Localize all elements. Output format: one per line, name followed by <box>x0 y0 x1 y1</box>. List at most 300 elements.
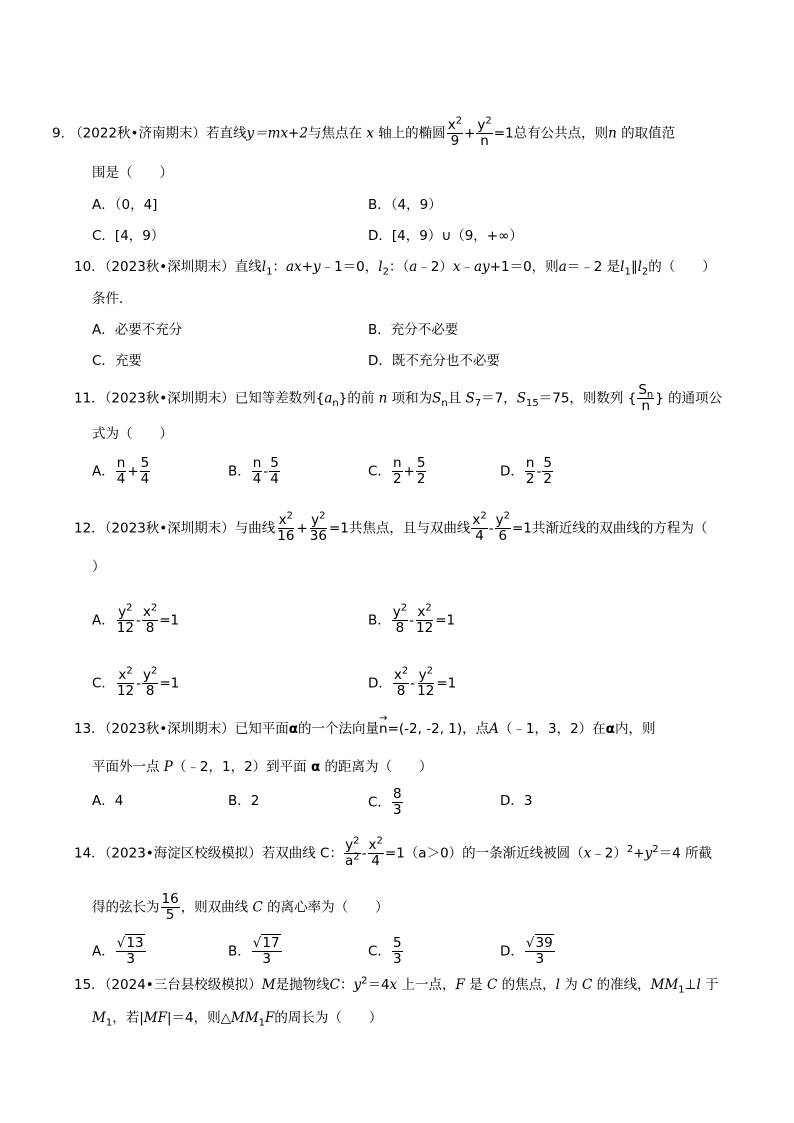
q14-option-a[interactable] <box>92 936 147 967</box>
math: 7 <box>474 398 482 410</box>
text: 与曲线 <box>234 520 276 537</box>
math: 2 <box>626 844 634 855</box>
text: ﹣2） <box>591 845 627 862</box>
text: 与焦点在 <box>307 125 362 142</box>
math: F <box>265 1010 275 1026</box>
math: l <box>378 259 383 275</box>
math: l <box>555 977 560 993</box>
question-number: 10． <box>74 259 105 275</box>
q13-line1 <box>74 713 656 738</box>
math: 4 <box>270 471 279 487</box>
math: 2 <box>426 665 433 677</box>
q10-option-d[interactable]: D．既不充分也不必要 <box>368 353 500 369</box>
text: ，若| <box>112 1010 144 1026</box>
math: S <box>432 390 442 407</box>
q12-line1 <box>74 510 708 544</box>
math: MM <box>231 1010 259 1026</box>
math: =1 <box>435 612 456 629</box>
q15-line2 <box>92 1009 382 1027</box>
math: + <box>296 520 308 537</box>
q10-option-b[interactable]: B．充分不必要 <box>368 322 459 338</box>
math: + <box>127 463 139 480</box>
q14-option-d[interactable] <box>500 936 556 967</box>
option-label: A． <box>92 943 115 960</box>
q12-option-c[interactable] <box>92 665 180 699</box>
math: x <box>583 845 592 862</box>
math: 2 <box>503 510 510 522</box>
math: 12 <box>416 620 434 636</box>
math: x <box>368 837 377 853</box>
arrow-icon: → <box>379 713 388 724</box>
q9-option-c[interactable]: C．[4，9） <box>92 228 165 244</box>
math: y <box>353 977 362 993</box>
text: =(-2, -2, 1)，点 <box>387 721 490 737</box>
math: 8 <box>392 786 402 802</box>
math: S <box>638 382 647 398</box>
math: - <box>263 463 269 480</box>
text: 内，则 <box>614 721 656 737</box>
q10-line2: 条件． <box>92 291 133 307</box>
math: 1 <box>258 1017 266 1029</box>
math: - <box>536 463 542 480</box>
fraction <box>392 602 408 636</box>
question-source: （2023秋•深圳期末） <box>104 520 235 537</box>
text: +1＝0，则 <box>489 259 559 275</box>
text: ＝4 <box>367 977 390 993</box>
fraction <box>161 892 180 923</box>
fraction <box>252 936 282 967</box>
option-label: C． <box>92 675 115 692</box>
fraction <box>447 115 463 149</box>
math: α <box>310 759 321 775</box>
math: x <box>278 512 287 528</box>
fraction <box>140 456 151 487</box>
text: 的准线， <box>596 977 651 993</box>
math: 16 <box>277 528 295 544</box>
math: 2 <box>151 665 158 677</box>
option-label: B． <box>368 612 391 629</box>
text: ＝4 所截 <box>658 845 712 862</box>
math: 2 <box>150 602 158 614</box>
math: 2 <box>401 665 409 677</box>
math: 8 <box>396 683 406 699</box>
math: 2 <box>400 602 408 614</box>
math: =1 <box>511 520 532 537</box>
text: 的通项公 <box>668 390 723 407</box>
q11-option-c[interactable] <box>368 456 427 487</box>
math: 8 <box>145 683 155 699</box>
math: 2 <box>376 835 383 847</box>
math: n <box>641 398 651 414</box>
question-number: 14． <box>74 845 105 862</box>
text: }的前 <box>338 390 375 407</box>
option-label: A． <box>92 463 115 480</box>
math: 2 <box>392 471 402 487</box>
math: 2 <box>126 665 133 677</box>
math: x <box>393 667 402 683</box>
q13-line2 <box>92 758 433 776</box>
math: n <box>116 455 126 471</box>
math: P <box>163 759 173 775</box>
math: 2 <box>353 851 360 863</box>
q12-option-a[interactable] <box>92 602 180 636</box>
text: 为 <box>564 977 578 993</box>
math: 5 <box>270 455 279 471</box>
option-label: D． <box>368 675 392 692</box>
math: 12 <box>116 620 134 636</box>
math: - <box>409 612 415 629</box>
text: ＝7， <box>481 390 517 407</box>
text: 得的弦长为 <box>92 899 160 916</box>
fraction <box>116 602 135 636</box>
q14-option-b[interactable] <box>228 936 283 967</box>
fraction <box>392 787 403 818</box>
math: 12 <box>116 683 135 699</box>
math: l <box>261 259 267 275</box>
q11-line2: 式为（ ） <box>92 426 173 442</box>
option-label: D． <box>500 463 524 480</box>
math: C <box>252 899 263 916</box>
math: 2 <box>382 266 389 278</box>
math: 2 <box>416 471 426 487</box>
text: 总有公共点，则 <box>513 125 609 142</box>
text: ： <box>272 259 286 275</box>
math: 36 <box>309 528 327 544</box>
math: =1（a＞0） <box>384 845 463 862</box>
math: a <box>409 259 418 275</box>
text: 是 <box>469 977 483 993</box>
math: n <box>608 125 617 142</box>
text: 共渐近线的双曲线的方程为（ <box>531 520 708 537</box>
q10-option-a[interactable]: A．必要不充分 <box>92 322 183 338</box>
math: 2 <box>543 471 552 487</box>
sqrt: √17 <box>252 935 280 951</box>
question-number: 15． <box>74 977 105 993</box>
math: 8 <box>145 620 155 636</box>
math: x <box>417 604 426 620</box>
math: ∥ <box>630 259 638 275</box>
math: 4 <box>116 471 126 487</box>
math: 3 <box>392 802 402 818</box>
math: M <box>92 1010 106 1026</box>
question-source: （2023•海淀区校级模拟） <box>104 845 262 862</box>
q9-option-a[interactable]: A．（0，4] <box>92 197 158 213</box>
math: 2 <box>641 266 649 278</box>
fraction <box>276 510 295 544</box>
text: 的焦点， <box>501 977 556 993</box>
math: ax+y <box>285 259 321 275</box>
math: n <box>252 455 262 471</box>
math: 4 <box>475 528 484 544</box>
option-label: A． <box>92 612 115 629</box>
math: l <box>637 259 642 275</box>
math: n <box>379 721 388 737</box>
question-number: 11． <box>74 390 105 407</box>
math: 12 <box>417 683 435 699</box>
math: x <box>389 977 398 993</box>
fraction <box>416 456 427 487</box>
math: 39 <box>535 935 553 951</box>
math: F <box>455 977 465 993</box>
text: （﹣1，3，2）在 <box>498 721 606 737</box>
q9-line1 <box>52 115 676 149</box>
text: 于 <box>705 977 719 993</box>
option-label: B． <box>228 943 251 960</box>
q10-option-c[interactable]: C．充要 <box>92 353 142 369</box>
math: n <box>392 455 402 471</box>
math: a <box>324 390 333 407</box>
fraction <box>471 510 487 544</box>
math: =1 <box>493 125 514 142</box>
math: + <box>403 463 415 480</box>
math: x <box>447 117 456 133</box>
math: x <box>118 667 127 683</box>
q13-option-a[interactable]: A．4 <box>92 793 124 809</box>
fraction <box>116 936 146 967</box>
math: MF <box>143 1010 167 1026</box>
math: y <box>118 604 127 620</box>
math: y <box>392 604 401 620</box>
fraction <box>525 456 536 487</box>
text: 的周长为（ ） <box>274 1010 383 1026</box>
math: 4 <box>140 471 150 487</box>
math: n <box>441 398 448 410</box>
text: ＝75，则数列 <box>538 390 624 407</box>
math: 17 <box>262 935 280 951</box>
math: - <box>410 675 416 692</box>
math: 16 <box>161 891 179 907</box>
math: 3 <box>535 951 545 967</box>
fraction <box>392 936 403 967</box>
fraction <box>269 456 280 487</box>
math: ⊥ <box>684 977 697 993</box>
text: 若直线 <box>206 125 247 142</box>
math: - <box>361 845 367 862</box>
math: 9 <box>450 133 460 149</box>
math: C <box>486 977 498 993</box>
math: α <box>288 721 299 737</box>
vector <box>379 713 388 738</box>
math: y <box>143 667 151 683</box>
sqrt: √13 <box>116 935 144 951</box>
text: 且 <box>447 390 462 407</box>
math: 2 <box>361 975 368 987</box>
math: 2 <box>525 471 535 487</box>
math: 2 <box>286 510 294 522</box>
option-label: D． <box>500 943 524 960</box>
q9-option-b[interactable]: B．（4，9） <box>368 197 442 213</box>
text: 已知平面 <box>234 721 289 737</box>
math: ay <box>474 259 490 275</box>
text: + <box>633 845 645 862</box>
fraction <box>344 835 361 869</box>
q12-line2: ） <box>92 559 106 575</box>
fraction <box>525 936 555 967</box>
math: C <box>329 977 340 993</box>
text: 平面外一点 <box>92 759 160 775</box>
math: 1 <box>624 266 631 278</box>
math: + <box>464 125 476 142</box>
text: 的一条渐近线被圆（ <box>462 845 584 862</box>
math: 15 <box>526 398 539 410</box>
question-source: （2024•三台县校级模拟） <box>104 977 262 993</box>
text: ：（ <box>388 259 410 275</box>
math: l <box>620 259 625 275</box>
math: C <box>582 977 593 993</box>
math: 2 <box>126 602 133 614</box>
q12-option-d[interactable] <box>368 665 457 699</box>
q11-option-a[interactable] <box>92 456 151 487</box>
question-source: （2023秋•深圳期末） <box>104 259 235 275</box>
text: ： <box>339 977 354 993</box>
fraction <box>368 835 384 869</box>
math: x <box>142 604 151 620</box>
math: 5 <box>416 455 426 471</box>
math: x <box>472 512 481 528</box>
text: 的离心率为（ ） <box>267 899 389 916</box>
math: 6 <box>498 528 508 544</box>
text: 若双曲线 C： <box>261 845 343 862</box>
fraction <box>116 665 135 699</box>
math: 2 <box>319 510 326 522</box>
math: =1 <box>328 520 349 537</box>
fraction <box>142 602 158 636</box>
math: 1 <box>266 266 273 278</box>
math: M <box>261 977 276 993</box>
math: 8 <box>395 620 405 636</box>
math: 2 <box>485 115 492 127</box>
question-number: 9. <box>52 125 65 142</box>
math: a <box>558 259 567 275</box>
math: y＝mx+2 <box>246 125 308 142</box>
fraction <box>415 602 434 636</box>
math: n <box>525 455 535 471</box>
math: y <box>644 845 653 862</box>
q14-line2 <box>92 892 389 923</box>
fraction <box>542 456 553 487</box>
sqrt: √39 <box>525 935 553 951</box>
math: 13 <box>126 935 144 951</box>
text: 的（ ） <box>648 259 716 275</box>
math: 1 <box>678 984 685 996</box>
math: α <box>605 721 615 737</box>
math: l <box>696 977 701 993</box>
text: 已知等差数列{ <box>234 390 325 407</box>
text: 共焦点，且与双曲线 <box>348 520 471 537</box>
math: 2 <box>353 835 360 847</box>
math: MM <box>650 977 679 993</box>
math: - <box>488 520 494 537</box>
math: y <box>311 512 320 528</box>
fraction <box>416 665 435 699</box>
q9-line2: 围是（ ） <box>92 165 173 181</box>
math: n <box>332 398 339 410</box>
text: 项和为 <box>391 390 433 407</box>
math: a <box>344 853 354 869</box>
math: 5 <box>165 907 175 923</box>
math: y <box>418 667 427 683</box>
text: 轴上的椭圆 <box>378 125 446 142</box>
math: =1 <box>436 675 457 692</box>
math: 2 <box>455 115 463 127</box>
q14-option-c[interactable] <box>368 936 404 967</box>
math: y <box>477 117 486 133</box>
math: - <box>136 675 141 692</box>
math: =1 <box>159 675 180 692</box>
fraction <box>116 456 127 487</box>
math: 5 <box>392 935 402 951</box>
q12-option-b[interactable] <box>368 602 456 636</box>
question-number: 12． <box>74 520 105 537</box>
fraction <box>495 510 511 544</box>
math: S <box>516 390 527 407</box>
q13-option-c[interactable] <box>368 787 404 818</box>
question-source: （2023秋•深圳期末） <box>104 721 235 737</box>
text: 的取值范 <box>621 125 676 142</box>
q9-option-d[interactable]: D．[4，9）∪（9，+∞） <box>368 228 523 244</box>
text: ，则双曲线 <box>180 899 249 916</box>
math: 2 <box>480 510 487 522</box>
text: 的距离为（ ） <box>324 759 433 775</box>
math: 4 <box>371 853 380 869</box>
math: - <box>135 612 141 629</box>
q11-line1: 11．（2023秋•深圳期末）已知等差数列$\{a_n\}$的前 n 项和为$S_n$且 $S_7=7$，$S_{15}=75$，则数列 { $\frac{S_n}{n}$ } 的通项公 <box>74 382 723 414</box>
option-label: C． <box>368 463 391 480</box>
text: |＝4，则△ <box>166 1010 231 1026</box>
question-source: （2022秋•济南期末） <box>69 125 207 142</box>
fraction <box>637 383 654 414</box>
math: n <box>646 389 654 401</box>
math: x <box>366 125 374 142</box>
text: ﹣ <box>460 259 474 275</box>
question-source: （2023秋•深圳期末） <box>104 390 235 407</box>
option-label: C． <box>368 794 391 811</box>
math: x <box>452 259 461 275</box>
text: 直线 <box>234 259 262 275</box>
fraction <box>392 456 403 487</box>
text: ＝﹣2 是 <box>566 259 621 275</box>
fraction <box>393 665 409 699</box>
math: 1 <box>105 1017 113 1029</box>
math: n <box>378 390 388 407</box>
math: 3 <box>126 951 135 967</box>
math: 4 <box>252 471 262 487</box>
q10-line1 <box>74 258 716 276</box>
q15-line1 <box>74 976 719 994</box>
math: =1 <box>159 612 180 629</box>
fraction <box>142 665 158 699</box>
q13-option-b[interactable]: B．2 <box>228 793 260 809</box>
math: A <box>489 721 499 737</box>
math: S <box>465 390 475 407</box>
math: 5 <box>543 455 552 471</box>
text: ﹣2） <box>417 259 453 275</box>
math: 2 <box>425 602 432 614</box>
q13-option-d[interactable]: D．3 <box>500 793 533 809</box>
text: ﹣1＝0， <box>320 259 379 275</box>
fraction <box>476 115 492 149</box>
math: n <box>480 133 489 149</box>
q11-option-b[interactable] <box>228 456 281 487</box>
q11-option-d[interactable] <box>500 456 554 487</box>
text: 上一点， <box>401 977 456 993</box>
fraction <box>309 510 328 544</box>
text: （﹣2，1，2）到平面 <box>172 759 307 775</box>
option-label: C． <box>368 943 391 960</box>
math: 3 <box>262 951 271 967</box>
question-number: 13． <box>74 721 105 737</box>
text: 是抛物线 <box>275 977 330 993</box>
